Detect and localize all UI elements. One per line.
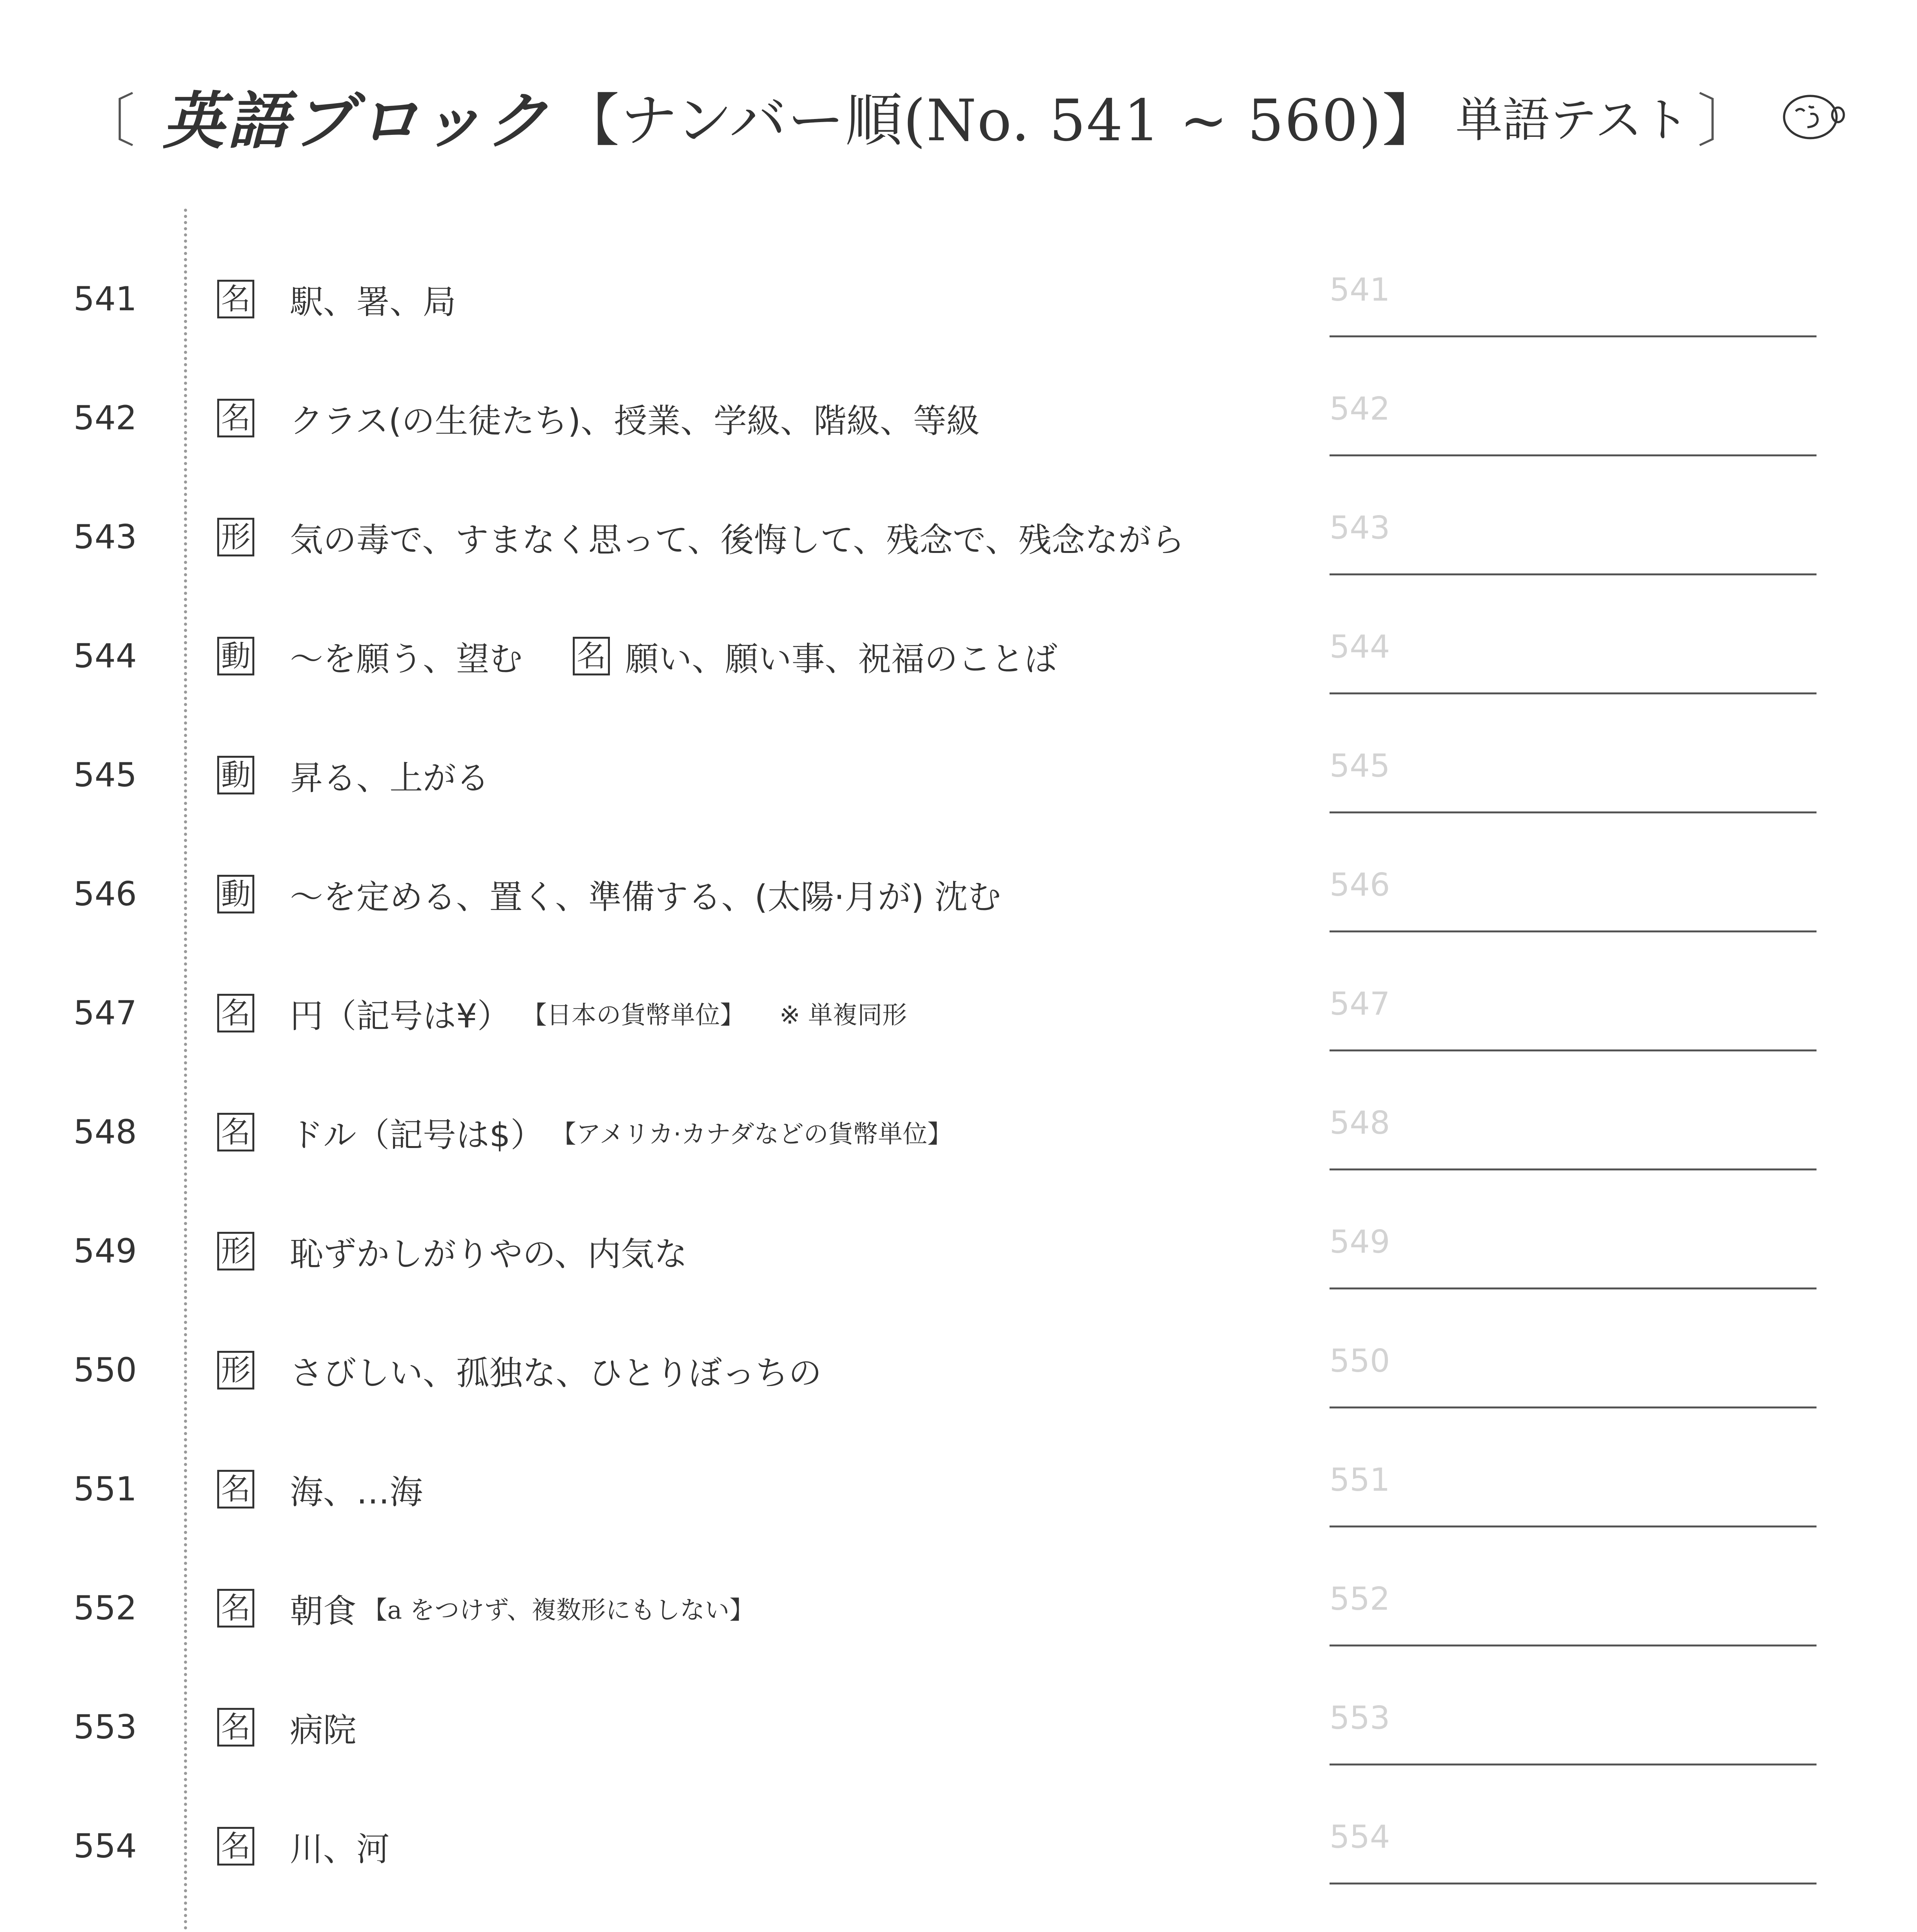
item-definition	[290, 1192, 1279, 1311]
definition-note	[363, 1590, 754, 1626]
answer-blank-line[interactable]	[1330, 335, 1817, 337]
list-item	[0, 478, 1917, 597]
answer-number-hint: 549	[1330, 1223, 1390, 1260]
mascot-face-icon	[1778, 87, 1847, 145]
answer-number-hint: 552	[1330, 1580, 1390, 1617]
definition-text: 駅、署、局	[290, 283, 456, 321]
definition-text: 円（記号は¥）	[290, 997, 511, 1036]
answer-number-hint: 547	[1330, 985, 1390, 1022]
definition-text: 朝食	[290, 1592, 356, 1631]
list-item	[0, 1192, 1917, 1311]
answer-number-hint: 542	[1330, 390, 1390, 427]
definition-text: 昇る、上がる	[290, 759, 489, 798]
definition-note: 【日本の貨幣単位】	[522, 1001, 745, 1030]
part-of-speech-box: 名	[217, 1113, 254, 1151]
part-of-speech-box: 名	[217, 1708, 254, 1747]
note-bracket: 【	[363, 1596, 387, 1625]
item-number: 547	[73, 994, 137, 1032]
part-of-speech-box: 名	[217, 1470, 254, 1509]
part-of-speech-box: 動	[217, 756, 254, 794]
answer-blank-line[interactable]	[1330, 1764, 1817, 1765]
definition-text: 海、…海	[290, 1473, 423, 1512]
answer-number-hint: 543	[1330, 509, 1390, 546]
header-bracket-open: 〔	[77, 88, 136, 155]
part-of-speech-box: 名	[217, 994, 254, 1032]
answer-blank-line[interactable]	[1330, 1168, 1817, 1170]
definition-text: 〜を定める、置く、準備する、(太陽·月が) 沈む	[290, 878, 1001, 917]
list-item	[0, 1787, 1917, 1906]
list-item	[0, 716, 1917, 835]
page-title: 【ナンバー順(No. 541 ~ 560)】	[562, 87, 1440, 154]
part-of-speech-box: 名	[217, 1589, 254, 1628]
part-of-speech-box: 形	[217, 1232, 254, 1270]
item-definition	[290, 597, 1279, 716]
item-definition	[290, 478, 1279, 597]
header-bracket-close: 〕	[1697, 88, 1755, 155]
item-definition	[290, 954, 1279, 1073]
item-number: 551	[73, 1470, 137, 1509]
item-definition	[290, 1073, 1279, 1192]
answer-blank-line[interactable]	[1330, 1049, 1817, 1051]
answer-blank-line[interactable]	[1330, 1406, 1817, 1408]
item-number: 544	[73, 637, 137, 675]
item-definition	[290, 1906, 1279, 1932]
item-definition	[290, 1311, 1279, 1430]
brand-logo: 英語ブロック	[162, 85, 551, 157]
item-number: 552	[73, 1589, 137, 1628]
answer-number-hint: 551	[1330, 1461, 1390, 1498]
part-of-speech-box: 形	[217, 1351, 254, 1389]
item-number: 541	[73, 280, 137, 318]
answer-blank-line[interactable]	[1330, 454, 1817, 456]
item-number: 553	[73, 1708, 137, 1747]
list-item	[0, 835, 1917, 954]
item-number: 545	[73, 756, 137, 794]
answer-number-hint: 545	[1330, 747, 1390, 784]
item-definition	[290, 1549, 1279, 1668]
item-definition	[290, 716, 1279, 835]
answer-blank-line[interactable]	[1330, 1526, 1817, 1527]
definition-text: 〜を願う、望む	[290, 640, 523, 679]
list-item	[0, 954, 1917, 1073]
answer-number-hint: 548	[1330, 1104, 1390, 1141]
item-number: 550	[73, 1351, 137, 1389]
item-definition	[290, 1787, 1279, 1906]
item-number: 546	[73, 875, 137, 913]
part-of-speech-box: 動	[217, 637, 254, 675]
answer-blank-line[interactable]	[1330, 930, 1817, 932]
definition-text: 恥ずかしがりやの、内気な	[290, 1235, 688, 1274]
item-definition	[290, 1430, 1279, 1549]
answer-number-hint: 553	[1330, 1699, 1390, 1736]
list-item	[0, 1311, 1917, 1430]
part-of-speech-box: 名	[217, 1827, 254, 1866]
definition-text: 病院	[290, 1711, 356, 1750]
page-subtitle: 単語テスト	[1455, 92, 1689, 148]
answer-number-hint: 544	[1330, 628, 1390, 665]
item-definition	[290, 240, 1279, 359]
part-of-speech-box: 名	[217, 280, 254, 318]
definition-text: ドル（記号は$）	[290, 1116, 544, 1155]
part-of-speech-box: 動	[217, 875, 254, 913]
list-item	[0, 597, 1917, 716]
item-definition	[290, 359, 1279, 478]
part-of-speech-box: 形	[217, 518, 254, 556]
answer-blank-line[interactable]	[1330, 1883, 1817, 1884]
answer-blank-line[interactable]	[1330, 1287, 1817, 1289]
list-item	[0, 359, 1917, 478]
item-number: 542	[73, 399, 137, 437]
note-text: をつけず、複数形にもしない】	[402, 1596, 754, 1625]
list-item	[0, 1668, 1917, 1787]
definition-note: 【アメリカ·カナダなどの貨幣単位】	[551, 1120, 952, 1149]
answer-number-hint	[1330, 1906, 1390, 1932]
definition-text: クラス(の生徒たち)、授業、学級、階級、等級	[290, 402, 980, 440]
answer-number-hint: 541	[1330, 271, 1390, 308]
item-number: 543	[73, 518, 137, 556]
list-item	[0, 1906, 1917, 1932]
list-item	[0, 1073, 1917, 1192]
answer-number-hint: 546	[1330, 866, 1390, 903]
answer-number-hint: 554	[1330, 1818, 1390, 1855]
definition-text: さびしい、孤独な、ひとりぼっちの	[290, 1354, 822, 1393]
definition-text-secondary: 願い、願い事、祝福のことば	[625, 640, 1057, 679]
answer-blank-line[interactable]	[1330, 811, 1817, 813]
part-of-speech-box: 名	[217, 399, 254, 437]
answer-number-hint: 550	[1330, 1342, 1390, 1379]
item-number: 548	[73, 1113, 137, 1151]
part-of-speech-box-secondary: 名	[573, 637, 610, 675]
note-article: a	[387, 1596, 402, 1625]
item-number: 554	[73, 1827, 137, 1866]
item-number: 549	[73, 1232, 137, 1270]
definition-text: 気の毒で、すまなく思って、後悔して、残念で、残念ながら	[290, 521, 1185, 560]
list-item	[0, 240, 1917, 359]
answer-blank-line[interactable]	[1330, 692, 1817, 694]
list-item	[0, 1430, 1917, 1549]
page-header	[70, 66, 1847, 166]
item-number	[73, 1906, 162, 1932]
item-definition	[290, 835, 1279, 954]
item-definition	[290, 1668, 1279, 1787]
list-item	[0, 1549, 1917, 1668]
answer-blank-line[interactable]	[1330, 1645, 1817, 1646]
definition-text: 川、河	[290, 1830, 390, 1869]
definition-remark: ※ 単複同形	[779, 1001, 907, 1030]
answer-blank-line[interactable]	[1330, 573, 1817, 575]
